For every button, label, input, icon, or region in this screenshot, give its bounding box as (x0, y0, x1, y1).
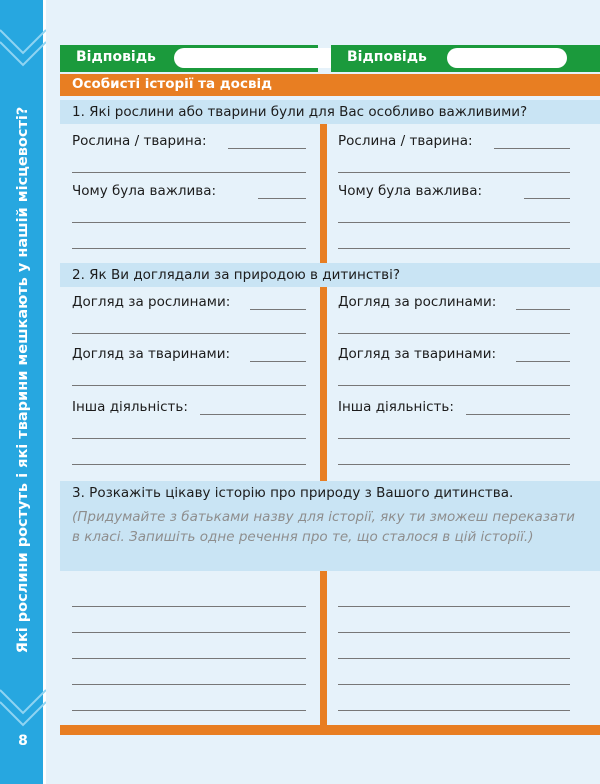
answer-line[interactable] (72, 632, 306, 633)
field-label-plant-animal: Рослина / тварина: (72, 133, 207, 149)
answer-line[interactable] (72, 684, 306, 685)
field-label-other-activity: Інша діяльність: (72, 399, 188, 415)
answer-line[interactable] (516, 309, 570, 310)
section-title-bar (60, 74, 600, 96)
field-label-animal-care: Догляд за тваринами: (338, 346, 497, 362)
answer-line[interactable] (516, 361, 570, 362)
answer-line[interactable] (72, 606, 306, 607)
answer-label: Відповідь (347, 49, 427, 65)
answer-label: Відповідь (76, 49, 156, 65)
answer-line[interactable] (72, 248, 306, 249)
answer-line[interactable] (338, 222, 570, 223)
answer-line[interactable] (338, 248, 570, 249)
answer-line[interactable] (72, 464, 306, 465)
answer-header-right (331, 45, 600, 72)
column-divider (320, 571, 327, 725)
page-number: 8 (18, 733, 28, 749)
bottom-bar (60, 725, 600, 735)
field-label-why-important: Чому була важлива: (72, 183, 217, 199)
answer-line[interactable] (72, 172, 306, 173)
answer-line[interactable] (250, 309, 306, 310)
answer-line[interactable] (338, 658, 570, 659)
answer-line[interactable] (258, 198, 306, 199)
field-label-animal-care: Догляд за тваринами: (72, 346, 231, 362)
sidebar-title: Які рослини ростуть і які тварини мешкають у нашій місцевості? (15, 106, 31, 654)
answer-line[interactable] (72, 438, 306, 439)
answer-line[interactable] (72, 710, 306, 711)
answer-line[interactable] (338, 333, 570, 334)
answer-line[interactable] (466, 414, 570, 415)
field-label-plant-care: Догляд за рослинами: (72, 294, 231, 310)
answer-line[interactable] (338, 172, 570, 173)
answer-line[interactable] (338, 684, 570, 685)
answer-line[interactable] (338, 438, 570, 439)
answer-line[interactable] (338, 385, 570, 386)
answer-line[interactable] (250, 361, 306, 362)
column-divider (320, 124, 327, 263)
answer-line[interactable] (338, 632, 570, 633)
answer-input-right[interactable] (447, 48, 567, 68)
sidebar (0, 0, 46, 784)
question-3-note: (Придумайте з батьками назву для історії, яку ти зможеш переказати в класі. Запишіть одне речення про те, що сталося в цій історії.) (72, 509, 575, 545)
question-1 (60, 100, 600, 124)
answer-line[interactable] (72, 333, 306, 334)
question-2 (60, 263, 600, 287)
answer-line[interactable] (200, 414, 306, 415)
question-3-text: 3. Розкажіть цікаву історію про природу з Вашого дитинства. (72, 485, 514, 501)
field-label-why-important: Чому була важлива: (338, 183, 483, 199)
field-label-plant-care: Догляд за рослинами: (338, 294, 497, 310)
answer-line[interactable] (524, 198, 570, 199)
field-label-plant-animal: Рослина / тварина: (338, 133, 473, 149)
answer-line[interactable] (338, 464, 570, 465)
column-divider (320, 287, 327, 481)
question-1-text: 1. Які рослини або тварини були для Вас особливо важливими? (72, 104, 528, 120)
answer-line[interactable] (228, 148, 306, 149)
field-label-other-activity: Інша діяльність: (338, 399, 454, 415)
answer-header-left (60, 45, 318, 72)
section-title: Особисті історії та досвід (72, 76, 273, 92)
answer-line[interactable] (72, 658, 306, 659)
answer-line[interactable] (72, 222, 306, 223)
answer-line[interactable] (494, 148, 570, 149)
answer-line[interactable] (338, 710, 570, 711)
answer-input-left[interactable] (174, 48, 356, 68)
answer-line[interactable] (72, 385, 306, 386)
answer-line[interactable] (338, 606, 570, 607)
question-2-text: 2. Як Ви доглядали за природою в дитинстві? (72, 267, 401, 283)
